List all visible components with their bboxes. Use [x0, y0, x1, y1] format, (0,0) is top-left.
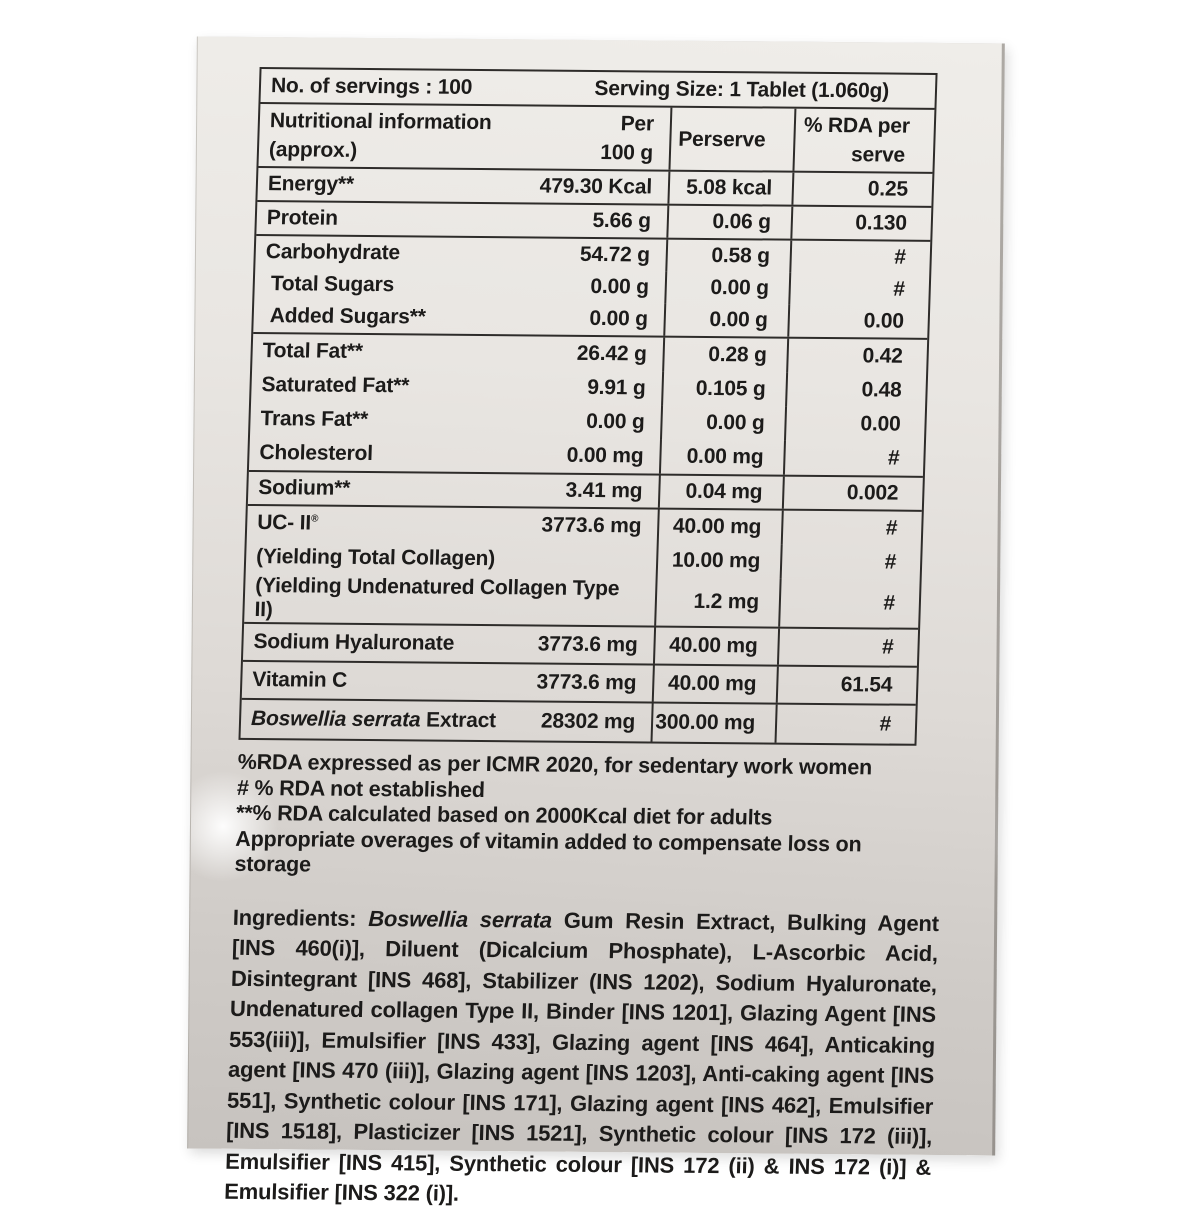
per-serve-value: 40.00 mg: [652, 665, 777, 702]
rda-value: 0.002: [782, 477, 919, 510]
group-carbohydrate: [253, 234, 930, 338]
nutrient-name: Cholesterol: [259, 441, 374, 466]
nutrient-name: (Yielding Undenatured Collagen Type II): [254, 574, 620, 622]
group-sodium: [248, 470, 923, 510]
per-100g-value: 3773.6 mg: [537, 632, 638, 657]
ingredients-list: Gum Resin Extract, Bulking Agent [INS 460(i)], Diluent (Dicalcium Phosphate), L-Ascorbic Acid, Disintegrant [INS 468], Stabilizer (INS 1202), Sodium Hyaluronate, Undenatured collagen Type II, Binder [INS 1201], Glazing Agent [INS 553(iii)], Emulsifier [INS 433], Glazing agent [INS 464], Anticaking agent [INS 470 (iii)], Glazing agent [INS 1203], Anti-caking agent [INS 551], Synthetic colour [INS 171], Glazing agent [INS 462], Emulsifier [INS 1518], Plasticizer [INS 1521], Synthetic colour [INS 172 (iii)], Emulsifier [INS 415], Synthetic colour [INS 172 (ii) & INS 172 (i)] & Emulsifier [INS 322 (i)].: [223, 907, 940, 1206]
per-100g-value: 3.41 mg: [565, 478, 643, 503]
footnote-overages: Appropriate overages of vitamin added to compensate loss on storage: [234, 826, 862, 877]
table-row: [243, 624, 918, 666]
nutrient-name: (Yielding Total Collagen): [255, 545, 496, 571]
per-serve-value: 5.08 kcal: [667, 172, 792, 205]
group-sodium-hyaluronate: [243, 622, 918, 666]
table-row: [257, 168, 932, 206]
group-uc2: [244, 504, 922, 628]
per-100g-value: 0.00 g: [585, 409, 645, 434]
group-energy: [257, 166, 932, 206]
per-100g-value: 28302 mg: [540, 709, 636, 734]
rda-value: #: [783, 441, 920, 476]
label-content: [224, 67, 960, 1213]
table-row: [242, 662, 917, 704]
rda-value: 0.00: [787, 305, 924, 338]
per-serve-value: 0.00 g: [660, 406, 785, 441]
table-row: [241, 700, 916, 744]
footnote-rda-2000kcal: **% RDA calculated based on 2000Kcal diet for adults: [235, 800, 773, 830]
footnote-rda-not-established: # % RDA not established: [236, 775, 486, 802]
registered-mark: ®: [310, 513, 319, 525]
rda-value: 0.00: [784, 407, 921, 442]
per-100g-value: 54.72 g: [579, 242, 651, 267]
nutrient-name: Total Fat**: [262, 339, 364, 363]
nutrient-name: UC- II®: [256, 511, 319, 535]
table-row: [249, 436, 924, 476]
per-100g-value: 3773.6 mg: [536, 670, 637, 695]
nutrition-table: [238, 67, 937, 746]
per-100g-value: 5.66 g: [592, 208, 652, 233]
serving-size: Serving Size: 1 Tablet (1.060g): [594, 76, 890, 103]
nutrient-name: Energy**: [267, 172, 355, 196]
per-100g-value: 0.00 g: [590, 274, 650, 299]
table-row: [244, 574, 919, 628]
per-serve-value: 0.00 g: [663, 304, 788, 337]
per-serve-value: 300.00 mg: [651, 703, 776, 742]
rda-value: #: [777, 629, 914, 666]
header-title: Nutritional information: [269, 109, 492, 135]
nutrient-name: Protein: [266, 206, 339, 230]
rda-value: #: [778, 579, 916, 628]
per-serve-value: 40.00 mg: [657, 510, 782, 545]
per-serve-value: 0.28 g: [662, 338, 787, 373]
footnotes: [234, 750, 938, 884]
per-100g-value: 479.30 Kcal: [539, 174, 653, 199]
header-per-serve: Per serve: [668, 108, 794, 171]
per-serve-value: 0.06 g: [666, 206, 791, 239]
rda-value: 0.48: [785, 373, 922, 408]
group-vitamin-c: [242, 660, 917, 704]
per-serve-value: 40.00 mg: [653, 628, 778, 665]
group-protein: [256, 200, 931, 240]
rda-value: 0.42: [786, 339, 923, 374]
per-serve-value: 0.00 mg: [659, 440, 784, 475]
rda-value: 0.130: [790, 207, 927, 240]
header-rda: % RDA per serve: [792, 109, 930, 172]
nutrient-name: Saturated Fat**: [261, 373, 410, 398]
per-serve-value: 1.2 mg: [654, 578, 780, 627]
nutrient-name: Boswellia serrata Extract: [250, 706, 497, 733]
nutrient-name: Carbohydrate: [265, 240, 401, 265]
table-row: [256, 202, 931, 240]
rda-value: #: [781, 511, 918, 546]
per-100g-value: 3773.6 mg: [541, 513, 642, 538]
rda-value: #: [775, 705, 912, 744]
table-row: [253, 300, 928, 338]
header-approx: (approx.): [268, 138, 358, 162]
rda-value: #: [788, 273, 925, 306]
header-per100-2: 100 g: [599, 141, 654, 165]
nutrient-name: Trans Fat**: [260, 407, 369, 432]
per-serve-value: 0.00 g: [664, 272, 789, 305]
rda-value: 0.25: [791, 173, 928, 206]
ingredients-botanical-name: Boswellia serrata: [355, 905, 553, 933]
servings-count: No. of servings : 100: [270, 73, 473, 99]
rda-value: 61.54: [776, 667, 913, 704]
table-header-row: [258, 104, 934, 172]
per-100g-value: 26.42 g: [576, 341, 648, 366]
table-row: [248, 472, 923, 510]
per-serve-value: 0.105 g: [661, 372, 786, 407]
ingredients-paragraph: [224, 902, 940, 1213]
nutrient-name: Sodium**: [258, 476, 351, 500]
rda-value: #: [789, 241, 926, 274]
label-paper: [187, 36, 1005, 1206]
nutrient-name: Added Sugars**: [269, 304, 427, 329]
per-serve-value: 10.00 mg: [656, 544, 781, 579]
ingredients-label: Ingredients:: [232, 904, 357, 931]
nutrient-name: Vitamin C: [251, 668, 348, 692]
rda-value: #: [780, 545, 917, 580]
header-nutritional-info: [258, 104, 670, 170]
nutrient-name: Total Sugars: [270, 272, 395, 297]
per-100g-value: 9.91 g: [586, 375, 646, 400]
group-boswellia: [241, 698, 916, 744]
header-per100-1: Per: [620, 112, 655, 136]
per-serve-value: 0.04 mg: [658, 476, 783, 509]
nutrient-name: Sodium Hyaluronate: [253, 630, 455, 655]
footnote-rda-icmr: %RDA expressed as per ICMR 2020, for sedentary work women: [237, 749, 873, 780]
servings-row: [260, 69, 935, 110]
group-fat: [249, 332, 927, 476]
per-100g-value: 0.00 mg: [566, 443, 644, 468]
per-serve-value: 0.58 g: [665, 240, 790, 273]
per-100g-value: 0.00 g: [589, 306, 649, 331]
